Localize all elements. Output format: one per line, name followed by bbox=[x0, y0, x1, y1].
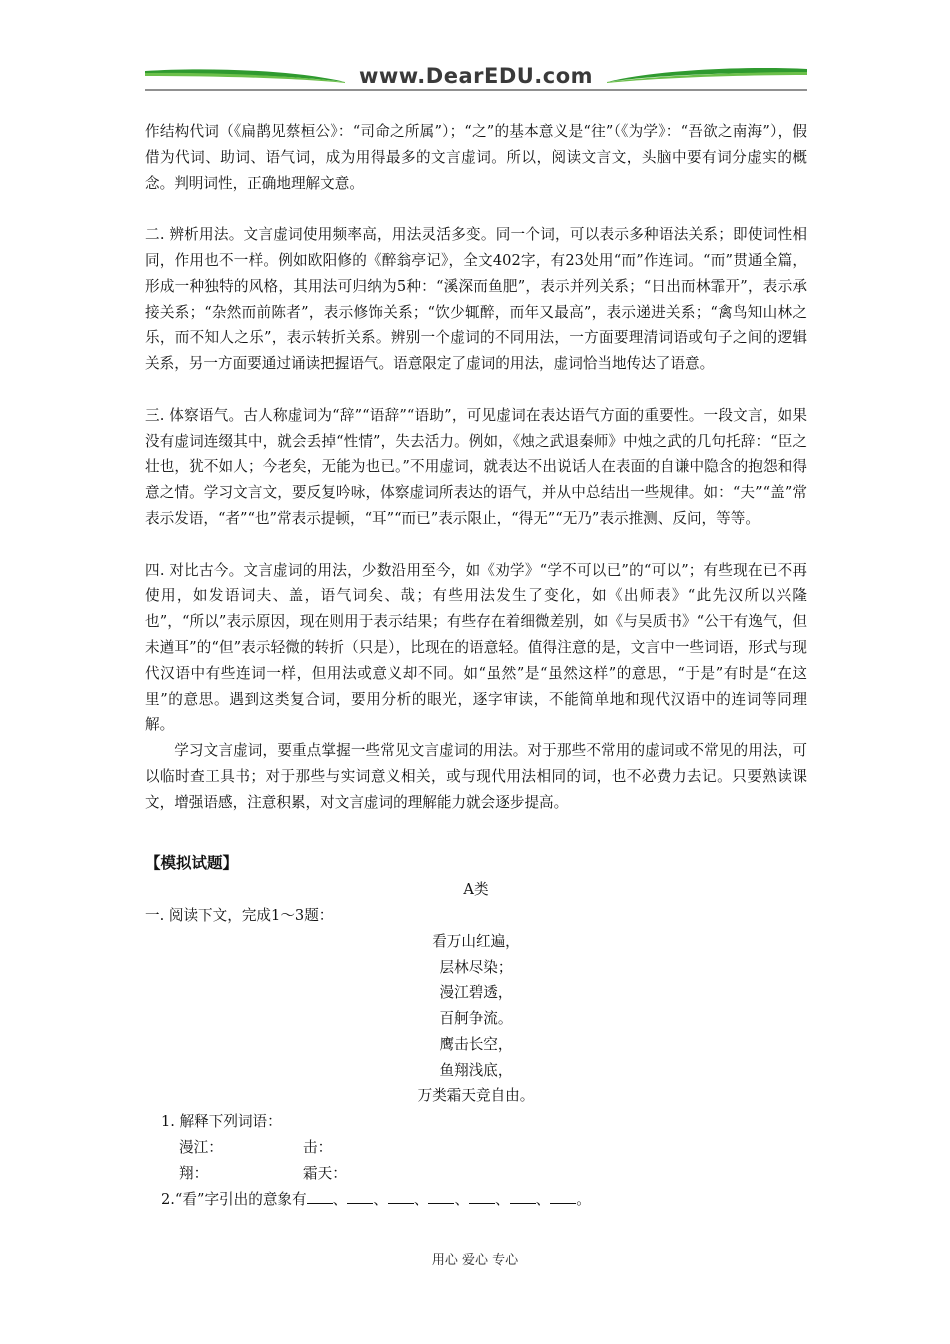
paragraph-intro: 作结构代词（《扁鹊见蔡桓公》：“司命之所属”）；“之”的基本意义是“往”（《为学》：“吾欲之南海”），假借为代词、助词、语气词，成为用得最多的文言虚词。所以，阅读文言文，头脑中要有词分虚实的概念。判明词性，正确地理解文意。 bbox=[145, 123, 807, 192]
section-title: 【模拟试题】 bbox=[145, 854, 239, 873]
answer-blank[interactable] bbox=[347, 1189, 373, 1204]
question-2-prompt: 2.“看”字引出的意象有 bbox=[161, 1190, 307, 1208]
poem bbox=[145, 929, 807, 1110]
page-footer: 用心 爱心 专心 bbox=[431, 1253, 519, 1268]
paragraph-conclusion: 学习文言虚词，要重点掌握一些常见文言虚词的用法。对于那些不常用的虚词或不常见的用法，可以临时查工具书；对于那些与实词意义相关，或与现代用法相同的词，也不必费力去记。只要熟读课文，增强语感，注意积累，对文言虚词的理解能力就会逐步提高。 bbox=[145, 742, 807, 811]
term-row bbox=[145, 1135, 807, 1161]
term-row bbox=[145, 1161, 807, 1187]
site-header bbox=[145, 60, 807, 94]
document-body bbox=[145, 119, 807, 1212]
blank-separator: 、 bbox=[495, 1190, 510, 1208]
category-label: A类 bbox=[463, 881, 489, 899]
blank-separator: 、 bbox=[373, 1190, 388, 1208]
answer-blank[interactable] bbox=[307, 1189, 333, 1204]
site-logo-text: www.DearEDU.com bbox=[358, 64, 594, 88]
paragraph-section-3: 三. 体察语气。古人称虚词为“辞”“语辞”“语助”，可见虚词在表达语气方面的重要性。一段文言，如果没有虚词连缀其中，就会丢掉“性情”，失去活力。例如，《烛之武退秦师》中烛之武的几句托辞：“臣之壮也，犹不如人；今老矣，无能为也已。”不用虚词，就表达不出说话人在表面的自谦中隐含的抱怨和得意之情。学习文言文，要反复吟咏，体察虚词所表达的语气，并从中总结出一些规律。如：“夫”“盖”常表示发语，“者”“也”常表示提顿，“耳”“而已”表示限止，“得无”“无乃”表示推测、反问，等等。 bbox=[145, 406, 807, 527]
paragraph-section-4: 四. 对比古今。文言虚词的用法，少数沿用至今，如《劝学》“学不可以已”的“可以”；有些现在已不再使用，如发语词夫、盖，语气词矣、哉；有些用法发生了变化，如《出师表》“此先汉所以兴隆也”，“所以”表示原因，现在则用于表示结果；有些存在着细微差别，如《与吴质书》“公干有逸气，但未遒耳”的“但”表示轻微的转折（只是），比现在的语意轻。值得注意的是，文言中一些词语，形式与现代汉语中有些连词一样，但用法或意义却不同。如“虽然”是“虽然这样”的意思，“于是”有时是“在这里”的意思。遇到这类复合词，要用分析的眼光，逐字审读，不能简单地和现代汉语中的连词等同理解。 bbox=[145, 561, 807, 734]
term-label: 霜天： bbox=[303, 1164, 347, 1182]
answer-blank[interactable] bbox=[469, 1189, 495, 1204]
blank-separator: 、 bbox=[454, 1190, 470, 1208]
blank-separator: 、 bbox=[535, 1190, 551, 1208]
poem-line: 百舸争流。 bbox=[439, 1010, 513, 1028]
answer-blank[interactable] bbox=[510, 1189, 536, 1204]
answer-blank[interactable] bbox=[550, 1189, 576, 1204]
blank-separator: 、 bbox=[413, 1190, 429, 1208]
answer-blank[interactable] bbox=[388, 1189, 414, 1204]
poem-line: 看万山红遍， bbox=[432, 932, 520, 950]
question-1: 1. 解释下列词语： bbox=[161, 1113, 282, 1131]
poem-line: 万类霜天竞自由。 bbox=[417, 1087, 535, 1105]
term-label: 漫江： bbox=[179, 1139, 223, 1157]
poem-line: 漫江碧透， bbox=[439, 984, 513, 1002]
term-label: 击： bbox=[303, 1139, 333, 1157]
exercise-instruction: 一. 阅读下文，完成1～3题： bbox=[145, 906, 334, 924]
question-2-end: 。 bbox=[576, 1190, 591, 1208]
poem-line: 鱼翔浅底， bbox=[439, 1061, 513, 1079]
poem-line: 鹰击长空， bbox=[439, 1035, 513, 1053]
poem-line: 层林尽染； bbox=[439, 958, 513, 976]
paragraph-section-2: 二. 辨析用法。文言虚词使用频率高，用法灵活多变。同一个词，可以表示多种语法关系；即使词性相同，作用也不一样。例如欧阳修的《醉翁亭记》，全文402字，有23处用“而”作连词。“而”贯通全篇，形成一种独特的风格，其用法可归纳为5种：“溪深而鱼肥”，表示并列关系；“日出而林霏开”，表示承接关系；“杂然而前陈者”，表示修饰关系；“饮少辄醉，而年又最高”，表示递进关系；“禽鸟知山林之乐，而不知人之乐”，表示转折关系。辨别一个虚词的不同用法，一方面要理清词语或句子之间的逻辑关系，另一方面要通过诵读把握语气。语意限定了虚词的用法，虚词恰当地传达了语意。 bbox=[145, 226, 807, 373]
blank-separator: 、 bbox=[332, 1190, 348, 1208]
answer-blank[interactable] bbox=[428, 1189, 454, 1204]
term-label: 翔： bbox=[179, 1164, 209, 1182]
question-2 bbox=[145, 1187, 807, 1213]
